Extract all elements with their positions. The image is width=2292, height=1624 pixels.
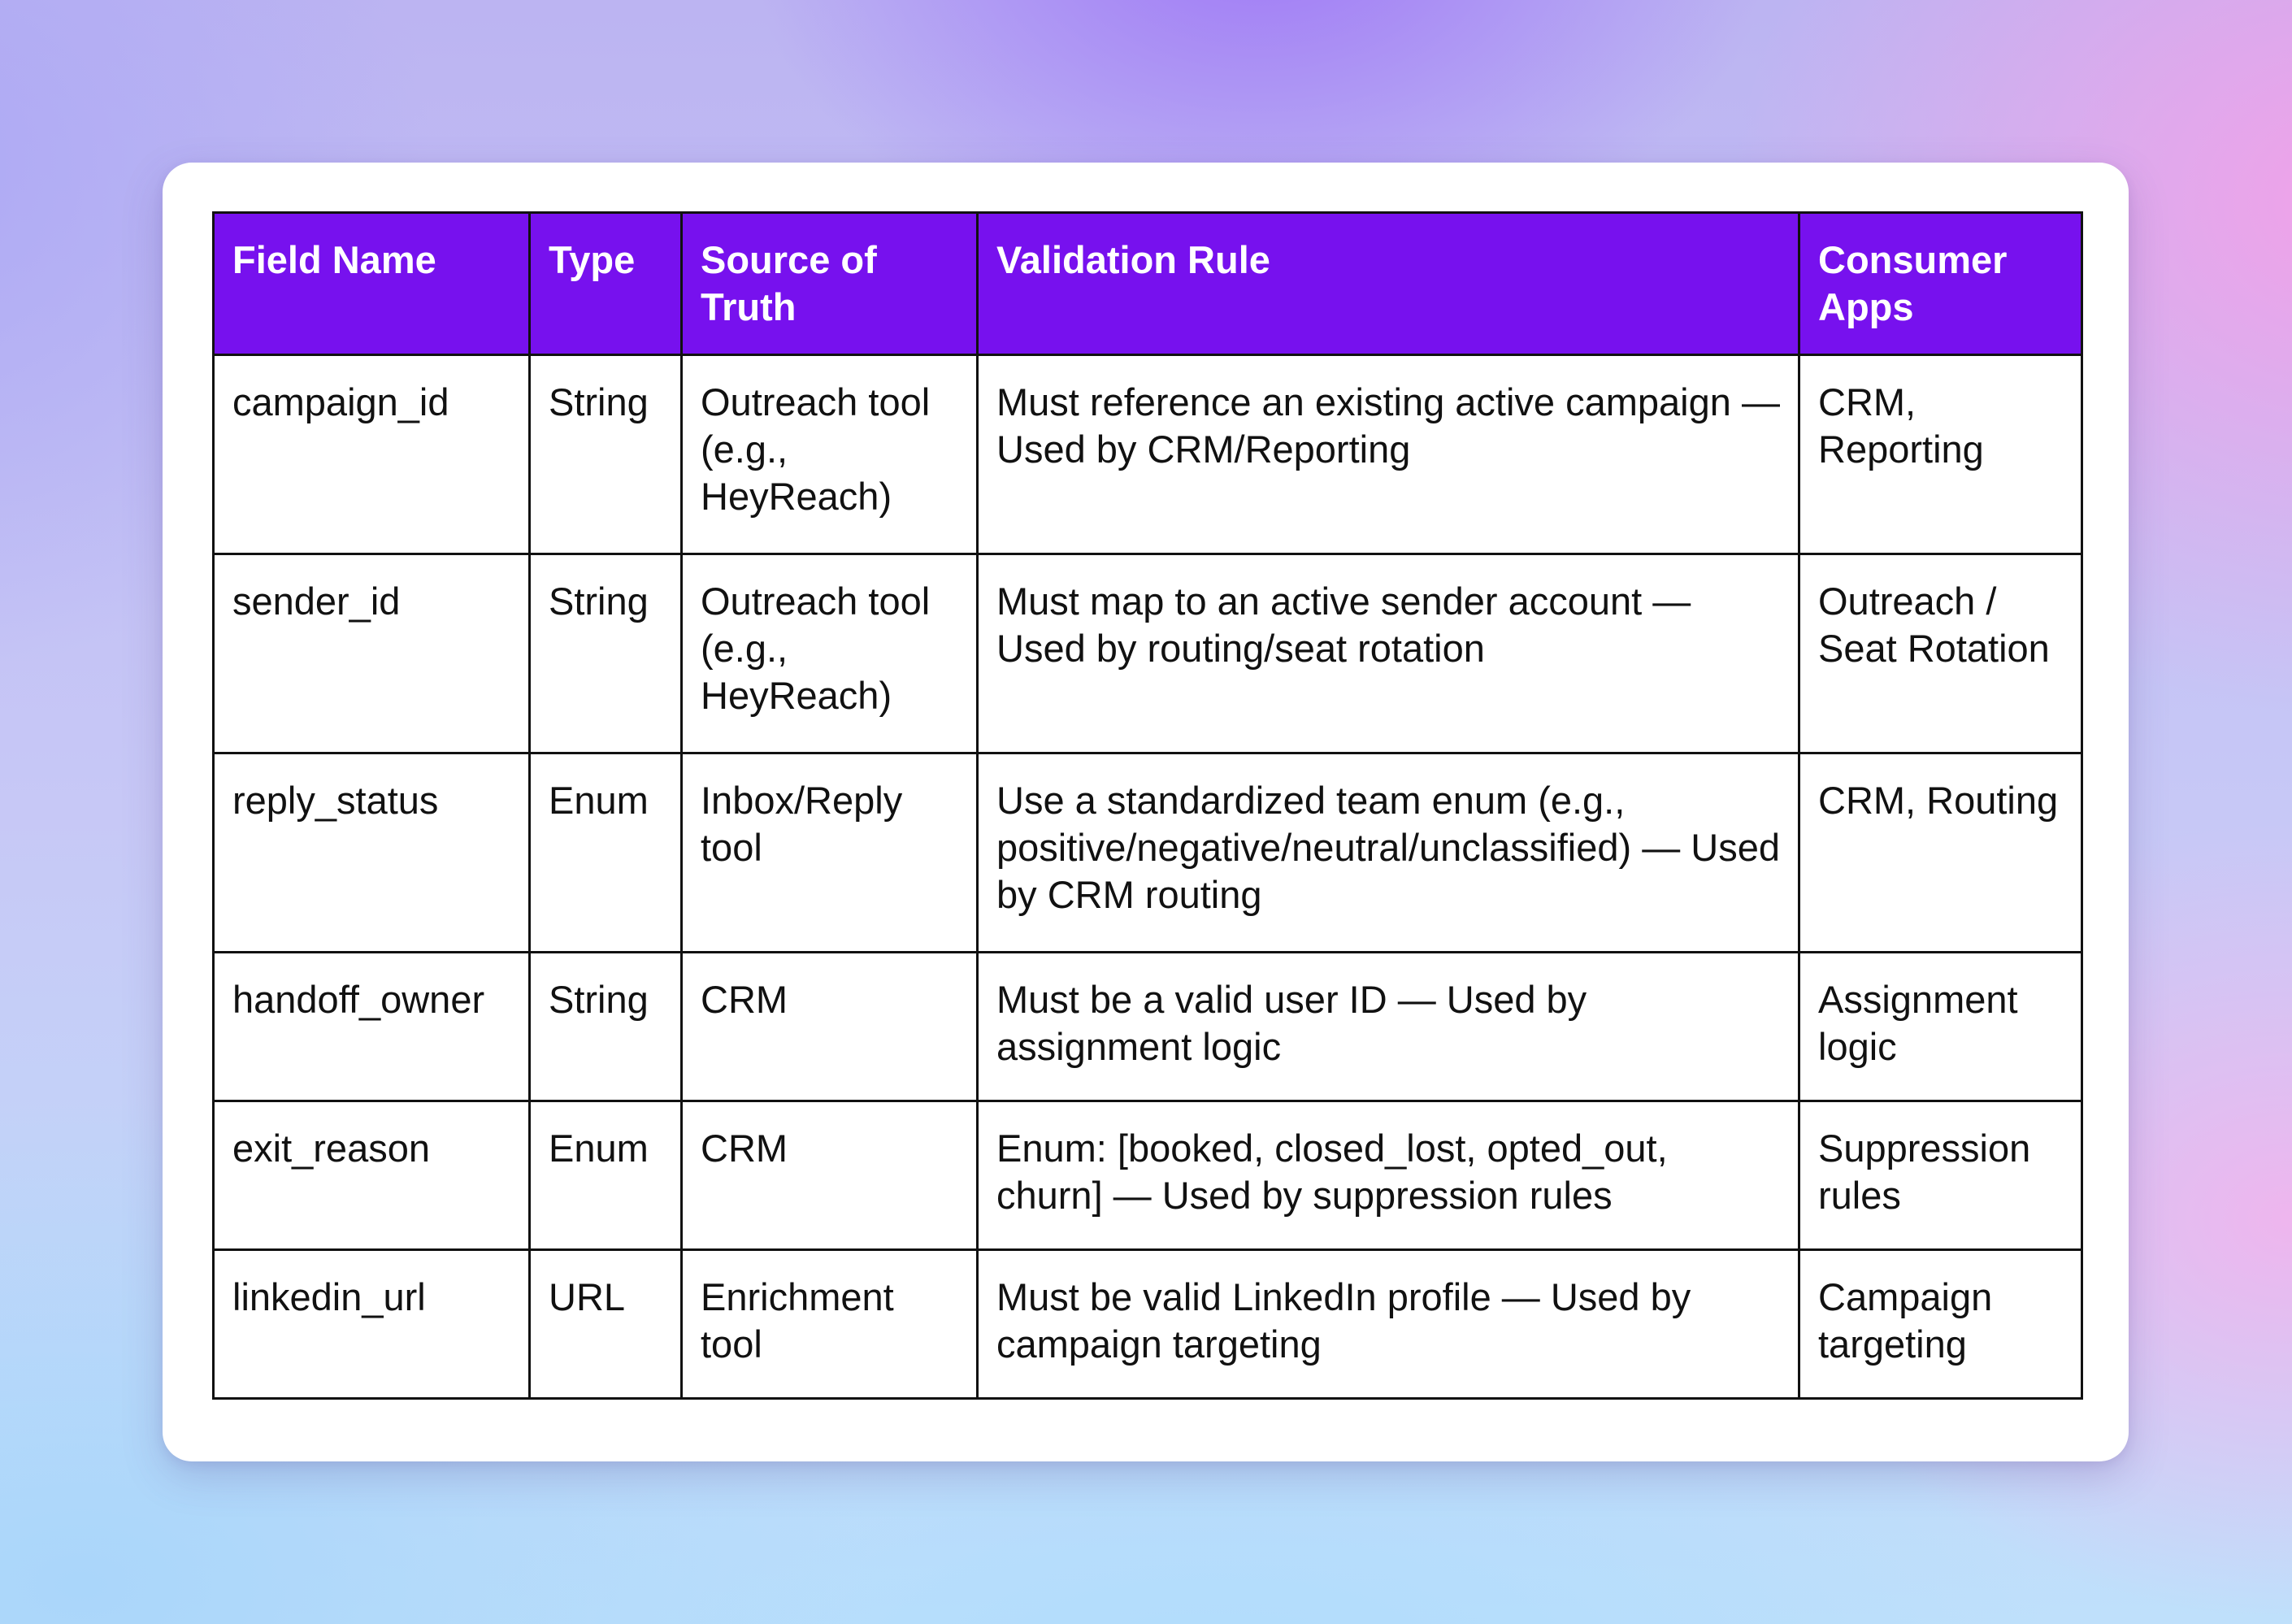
cell-field-name: reply_status bbox=[214, 753, 530, 953]
table-row bbox=[214, 355, 2082, 554]
header-source-of-truth: Source of Truth bbox=[682, 213, 978, 355]
cell-validation-rule: Must be valid LinkedIn profile — Used by campaign targeting bbox=[978, 1250, 1799, 1399]
cell-field-name: handoff_owner bbox=[214, 953, 530, 1101]
cell-type: String bbox=[530, 355, 682, 554]
cell-validation-rule: Must reference an existing active campaign — Used by CRM/Reporting bbox=[978, 355, 1799, 554]
cell-validation-rule: Use a standardized team enum (e.g., positive/negative/neutral/unclassified) — Used by CRM routing bbox=[978, 753, 1799, 953]
cell-consumer-apps: Assignment logic bbox=[1799, 953, 2082, 1101]
cell-type: URL bbox=[530, 1250, 682, 1399]
cell-consumer-apps: CRM, Routing bbox=[1799, 753, 2082, 953]
cell-consumer-apps: CRM, Reporting bbox=[1799, 355, 2082, 554]
cell-type: String bbox=[530, 953, 682, 1101]
cell-source-of-truth: Inbox/Reply tool bbox=[682, 753, 978, 953]
cell-source-of-truth: Outreach tool (e.g., HeyReach) bbox=[682, 355, 978, 554]
cell-type: Enum bbox=[530, 753, 682, 953]
header-validation-rule: Validation Rule bbox=[978, 213, 1799, 355]
cell-validation-rule: Must map to an active sender account — Used by routing/seat rotation bbox=[978, 554, 1799, 753]
cell-field-name: linkedin_url bbox=[214, 1250, 530, 1399]
cell-source-of-truth: Enrichment tool bbox=[682, 1250, 978, 1399]
data-field-table bbox=[212, 211, 2083, 1400]
cell-type: String bbox=[530, 554, 682, 753]
table-row bbox=[214, 1101, 2082, 1250]
cell-field-name: campaign_id bbox=[214, 355, 530, 554]
cell-consumer-apps: Campaign targeting bbox=[1799, 1250, 2082, 1399]
table-card bbox=[163, 163, 2129, 1461]
cell-consumer-apps: Suppression rules bbox=[1799, 1101, 2082, 1250]
table-row bbox=[214, 554, 2082, 753]
cell-field-name: sender_id bbox=[214, 554, 530, 753]
cell-consumer-apps: Outreach / Seat Rotation bbox=[1799, 554, 2082, 753]
cell-field-name: exit_reason bbox=[214, 1101, 530, 1250]
cell-source-of-truth: Outreach tool (e.g., HeyReach) bbox=[682, 554, 978, 753]
cell-validation-rule: Must be a valid user ID — Used by assignment logic bbox=[978, 953, 1799, 1101]
cell-source-of-truth: CRM bbox=[682, 1101, 978, 1250]
cell-source-of-truth: CRM bbox=[682, 953, 978, 1101]
table-row bbox=[214, 1250, 2082, 1399]
header-consumer-apps: Consumer Apps bbox=[1799, 213, 2082, 355]
cell-type: Enum bbox=[530, 1101, 682, 1250]
table-header-row bbox=[214, 213, 2082, 355]
table-row bbox=[214, 753, 2082, 953]
header-field-name: Field Name bbox=[214, 213, 530, 355]
table-row bbox=[214, 953, 2082, 1101]
cell-validation-rule: Enum: [booked, closed_lost, opted_out, churn] — Used by suppression rules bbox=[978, 1101, 1799, 1250]
header-type: Type bbox=[530, 213, 682, 355]
